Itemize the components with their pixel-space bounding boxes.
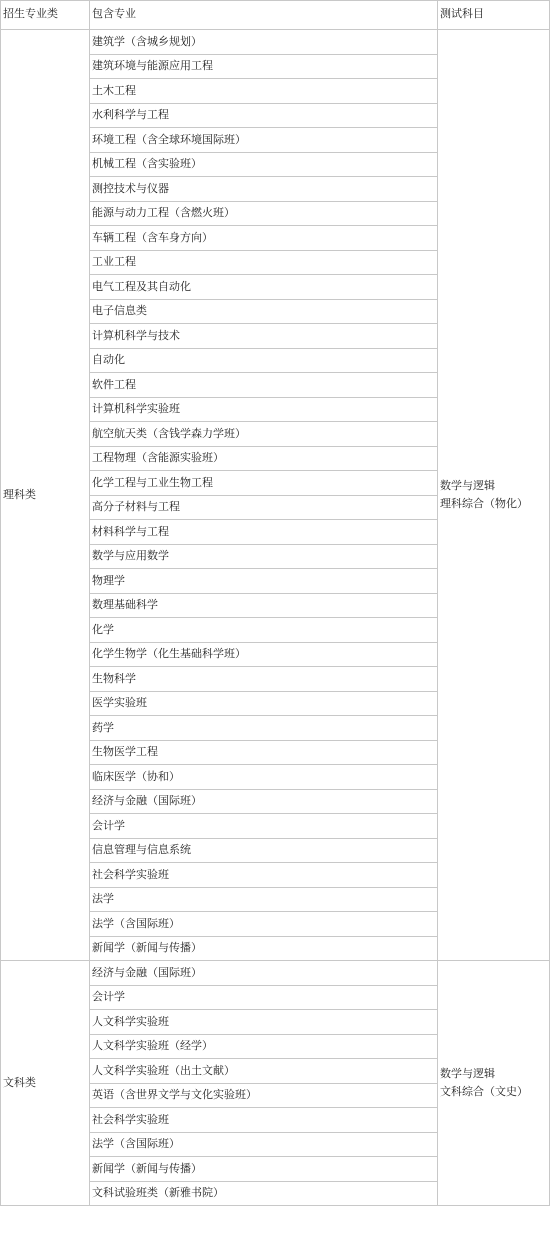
- major-cell: 人文科学实验班（出土文献）: [90, 1059, 438, 1084]
- major-cell: 工业工程: [90, 250, 438, 275]
- major-cell: 法学（含国际班）: [90, 912, 438, 937]
- major-cell: 药学: [90, 716, 438, 741]
- major-cell: 能源与动力工程（含燃火班）: [90, 201, 438, 226]
- major-cell: 土木工程: [90, 79, 438, 104]
- major-cell: 生物科学: [90, 667, 438, 692]
- major-cell: 经济与金融（国际班）: [90, 789, 438, 814]
- major-cell: 数理基础科学: [90, 593, 438, 618]
- major-cell: 数学与应用数学: [90, 544, 438, 569]
- major-cell: 电气工程及其自动化: [90, 275, 438, 300]
- subject-line: 数学与逻辑: [440, 479, 495, 492]
- major-cell: 自动化: [90, 348, 438, 373]
- major-cell: 物理学: [90, 569, 438, 594]
- major-cell: 建筑学（含城乡规划）: [90, 30, 438, 55]
- subject-line: 文科综合（文史）: [440, 1085, 528, 1098]
- major-cell: 社会科学实验班: [90, 1108, 438, 1133]
- major-cell: 高分子材料与工程: [90, 495, 438, 520]
- major-cell: 化学工程与工业生物工程: [90, 471, 438, 496]
- major-cell: 工程物理（含能源实验班）: [90, 446, 438, 471]
- subject-line: 数学与逻辑: [440, 1067, 495, 1080]
- major-cell: 水利科学与工程: [90, 103, 438, 128]
- major-cell: 新闻学（新闻与传播）: [90, 936, 438, 961]
- table-body: [1, 1, 550, 1206]
- major-cell: 会计学: [90, 985, 438, 1010]
- header-majors: 包含专业: [90, 1, 438, 30]
- subjects-cell: [438, 961, 550, 1206]
- major-cell: 软件工程: [90, 373, 438, 398]
- subject-line: 理科综合（物化）: [440, 497, 528, 510]
- subjects-cell: [438, 30, 550, 961]
- major-cell: 文科试验班类（新雅书院）: [90, 1181, 438, 1206]
- header-subjects: 测试科目: [438, 1, 550, 30]
- major-cell: 测控技术与仪器: [90, 177, 438, 202]
- header-row: [1, 1, 550, 30]
- major-cell: 车辆工程（含车身方向）: [90, 226, 438, 251]
- major-cell: 人文科学实验班: [90, 1010, 438, 1035]
- major-cell: 材料科学与工程: [90, 520, 438, 545]
- major-cell: 人文科学实验班（经学）: [90, 1034, 438, 1059]
- major-cell: 会计学: [90, 814, 438, 839]
- major-cell: 临床医学（协和）: [90, 765, 438, 790]
- major-cell: 经济与金融（国际班）: [90, 961, 438, 986]
- major-cell: 生物医学工程: [90, 740, 438, 765]
- major-cell: 法学: [90, 887, 438, 912]
- major-cell: 电子信息类: [90, 299, 438, 324]
- major-cell: 航空航天类（含钱学森力学班）: [90, 422, 438, 447]
- category-cell: 文科类: [1, 961, 90, 1206]
- major-cell: 英语（含世界文学与文化实验班）: [90, 1083, 438, 1108]
- table-row: [1, 961, 550, 986]
- major-cell: 化学生物学（化生基础科学班）: [90, 642, 438, 667]
- major-cell: 计算机科学与技术: [90, 324, 438, 349]
- major-cell: 新闻学（新闻与传播）: [90, 1157, 438, 1182]
- major-cell: 计算机科学实验班: [90, 397, 438, 422]
- category-cell: 理科类: [1, 30, 90, 961]
- major-cell: 化学: [90, 618, 438, 643]
- major-cell: 机械工程（含实验班）: [90, 152, 438, 177]
- table-row: [1, 30, 550, 55]
- major-cell: 建筑环境与能源应用工程: [90, 54, 438, 79]
- major-cell: 信息管理与信息系统: [90, 838, 438, 863]
- major-cell: 社会科学实验班: [90, 863, 438, 888]
- header-category: 招生专业类: [1, 1, 90, 30]
- major-cell: 法学（含国际班）: [90, 1132, 438, 1157]
- major-cell: 环境工程（含全球环境国际班）: [90, 128, 438, 153]
- major-cell: 医学实验班: [90, 691, 438, 716]
